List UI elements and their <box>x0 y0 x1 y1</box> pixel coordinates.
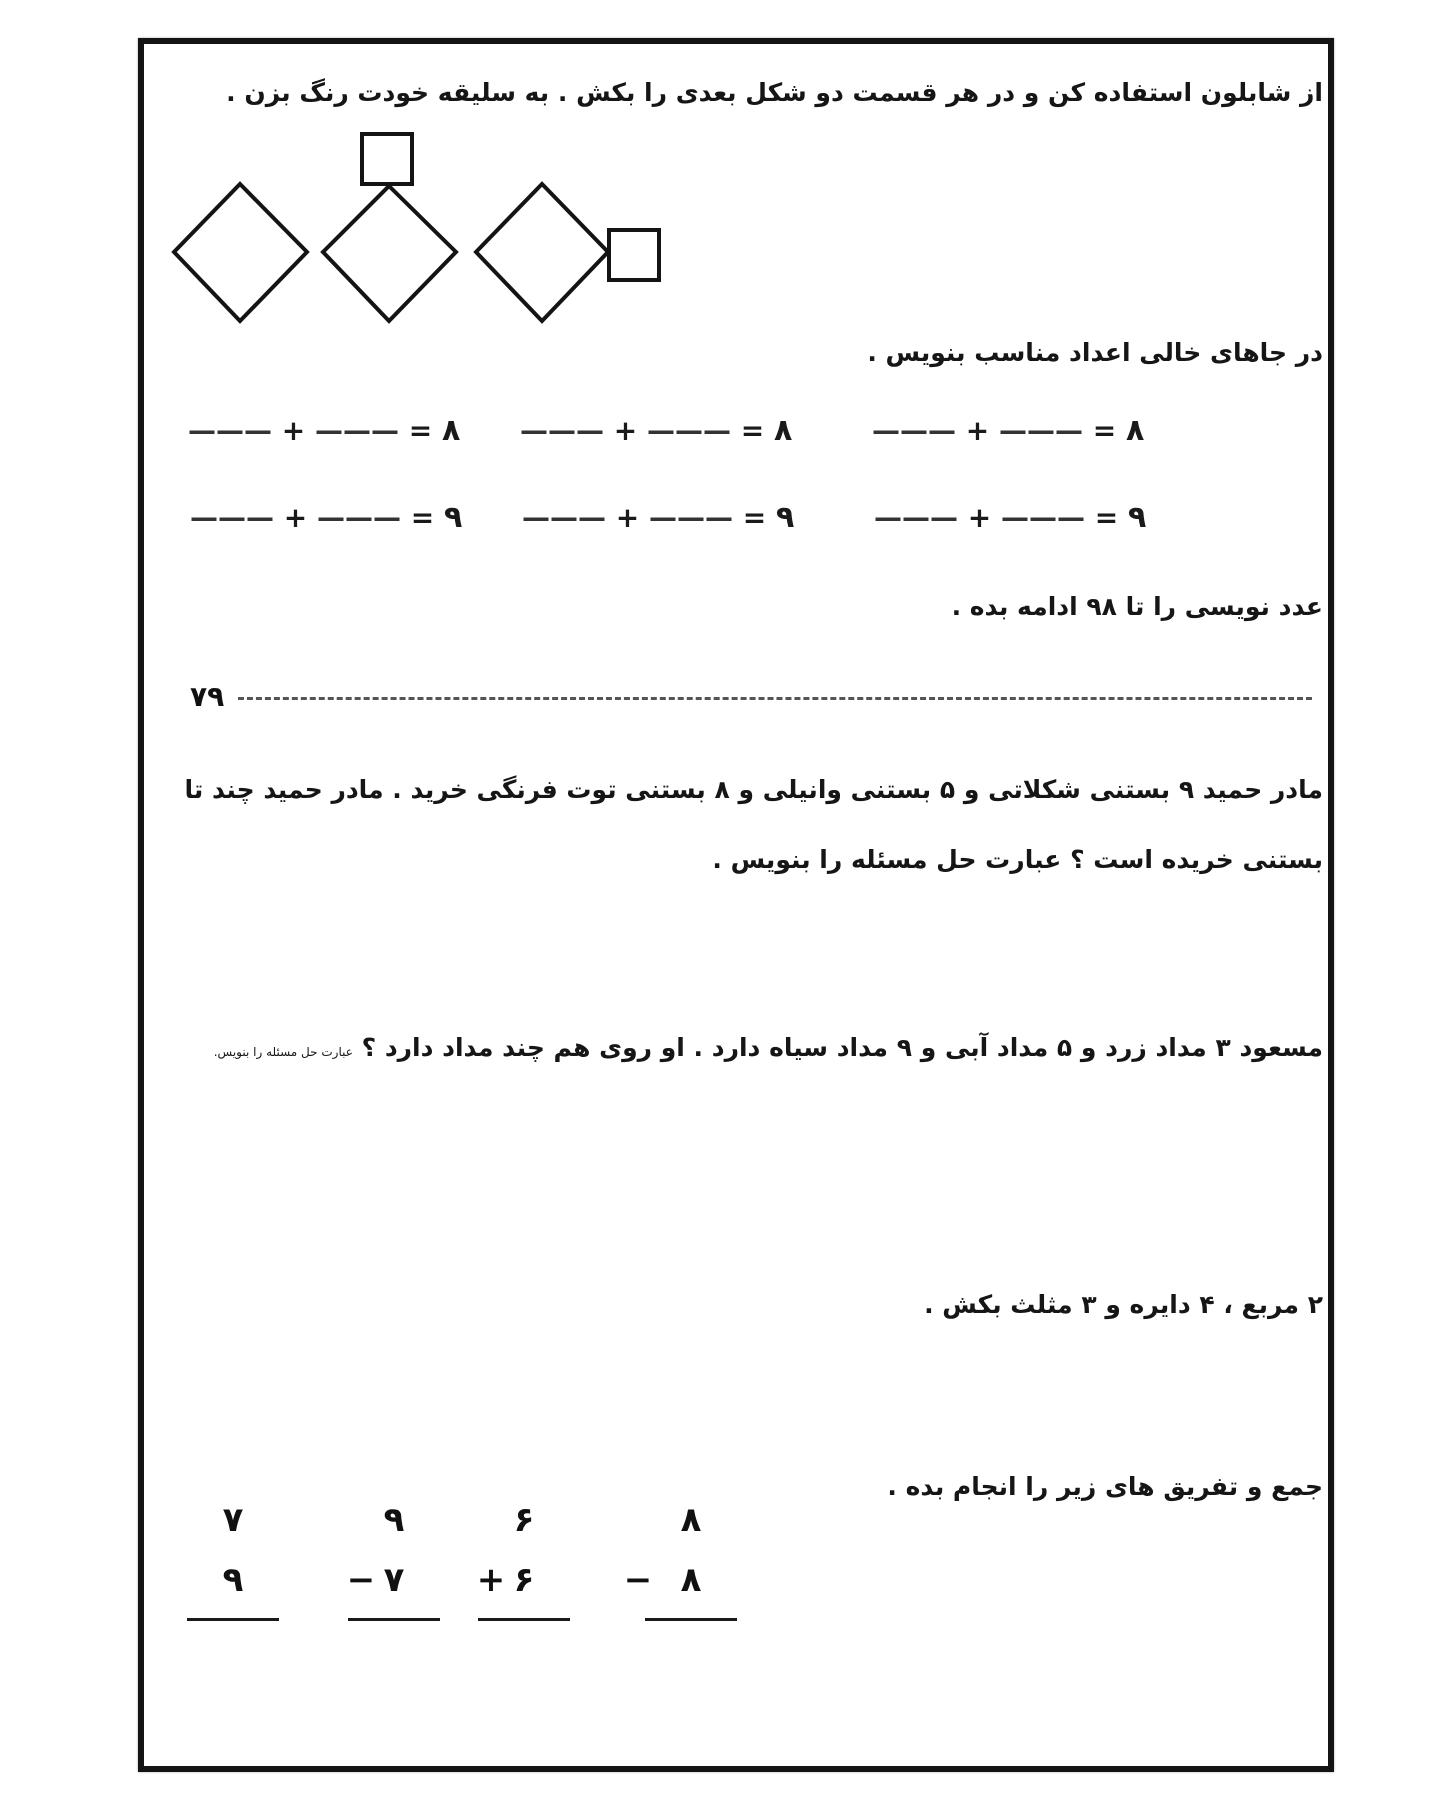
q5-problem-text: مسعود ۳ مداد زرد و ۵ مداد آبی و ۹ مداد سیاه دارد . او روی هم چند مداد دارد ؟ <box>361 1033 1323 1062</box>
q1-instruction: از شابلون استفاده کن و در هر قسمت دو شکل بعدی را بکش . به سلیقه خودت رنگ بزن . <box>226 78 1323 107</box>
minus-sign: − <box>623 1560 653 1600</box>
arithmetic-problem-1[interactable]: ۸ − ۸ <box>645 1490 737 1621</box>
equation-9-a[interactable]: ——— + ——— = ۹ <box>190 500 463 535</box>
minus-sign: − <box>346 1560 376 1600</box>
equation-8-b[interactable]: ——— + ——— = ۸ <box>520 413 793 448</box>
plus-sign: + <box>476 1560 506 1600</box>
shape-pattern <box>0 0 1440 360</box>
diamond-shape <box>174 184 307 321</box>
q3-instruction: عدد نویسی را تا ۹۸ ادامه بده . <box>951 592 1323 621</box>
q4-problem-line-1: مادر حمید ۹ بستنی شکلاتی و ۵ بستنی وانیلی و ۸ بستنی توت فرنگی خرید . مادر حمید چند تا <box>184 775 1323 804</box>
diamond-with-right-square-shape <box>476 184 659 321</box>
q5-problem <box>214 1033 1323 1062</box>
equation-9-b[interactable]: ——— + ——— = ۹ <box>522 500 795 535</box>
arithmetic-problem-4[interactable]: ۷ ۹ <box>187 1490 279 1621</box>
q2-instruction: در جاهای خالی اعداد مناسب بنویس . <box>867 338 1323 367</box>
equation-8-c[interactable]: ——— + ——— = ۸ <box>872 413 1145 448</box>
q5-hint: عبارت حل مسئله را بنویس. <box>213 1045 353 1059</box>
q6-instruction: ۲ مربع ، ۴ دایره و ۳ مثلث بکش . <box>924 1290 1323 1319</box>
number-sequence-answer-line[interactable] <box>238 697 1312 700</box>
arithmetic-problem-2[interactable]: ۶ + ۶ <box>478 1490 570 1621</box>
equation-8-a[interactable]: ——— + ——— = ۸ <box>188 413 461 448</box>
diamond-with-top-square-shape <box>323 134 456 321</box>
answer-line[interactable] <box>348 1618 440 1621</box>
answer-line[interactable] <box>645 1618 737 1621</box>
equation-9-c[interactable]: ——— + ——— = ۹ <box>874 500 1147 535</box>
q4-problem-line-2: بستنی خریده است ؟ عبارت حل مسئله را بنویس . <box>712 845 1323 874</box>
q7-instruction: جمع و تفریق های زیر را انجام بده . <box>887 1472 1323 1501</box>
answer-line[interactable] <box>187 1618 279 1621</box>
answer-line[interactable] <box>478 1618 570 1621</box>
arithmetic-problem-3[interactable]: ۹ − ۷ <box>348 1490 440 1621</box>
sequence-start-number: ۷۹ <box>190 680 225 713</box>
